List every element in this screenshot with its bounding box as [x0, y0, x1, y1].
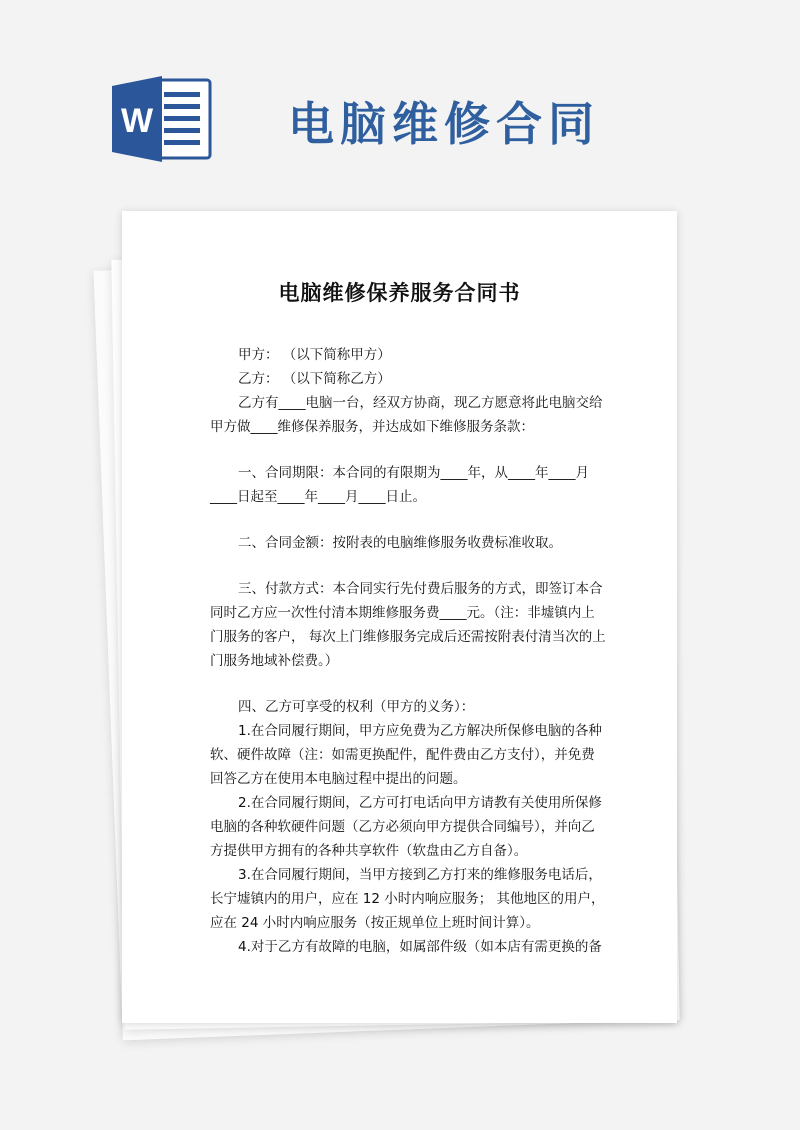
- blank-line: [238, 673, 638, 695]
- header: [0, 0, 800, 200]
- clause-3-line: 门服务地域补偿费。）: [210, 653, 339, 669]
- header-title: 电脑维修合同: [288, 97, 600, 151]
- clause-4-item-line: 电脑的各种软硬件问题（乙方必须向甲方提供合同编号），并向乙: [210, 819, 595, 835]
- party-b-line: 乙方： （以下简称乙方）: [238, 371, 391, 387]
- clause-3-line: 同时乙方应一次性付清本期维修服务费____元。（注：非墟镇内上: [210, 605, 595, 621]
- clause-4-item-line: 回答乙方在使用本电脑过程中提出的问题。: [210, 771, 467, 787]
- clause-1-line: 一、合同期限：本合同的有限期为____年，从____年____月: [238, 465, 589, 481]
- clause-4-heading: 四、乙方可享受的权利（甲方的义务）：: [238, 699, 475, 715]
- blank-line: [238, 509, 638, 531]
- clause-4-item-line: 方提供甲方拥有的各种共享软件（软盘由乙方自备）。: [210, 843, 528, 859]
- clause-4-item-line: 4.对于乙方有故障的电脑，如属部件级（如本店有需更换的备: [238, 939, 602, 955]
- clause-3-line: 三、付款方式：本合同实行先付费后服务的方式，即签订本合: [238, 581, 603, 597]
- blank-line: [238, 439, 638, 461]
- paragraph-line: 乙方有____电脑一台，经双方协商，现乙方愿意将此电脑交给: [238, 395, 603, 411]
- paragraph-line: 甲方做____维修保养服务，并达成如下维修服务条款：: [210, 419, 534, 435]
- clause-4-item-line: 长宁墟镇内的用户，应在 12 小时内响应服务； 其他地区的用户，: [210, 891, 605, 907]
- clause-4-item-line: 1.在合同履行期间，甲方应免费为乙方解决所保修电脑的各种: [238, 723, 602, 739]
- word-icon: [112, 76, 212, 162]
- clause-4-item-line: 3.在合同履行期间，当甲方接到乙方打来的维修服务电话后，: [238, 867, 602, 883]
- party-a-line: 甲方： （以下简称甲方）: [238, 347, 391, 363]
- clause-4-item-line: 应在 24 小时内响应服务（按正规单位上班时间计算）。: [210, 915, 540, 931]
- clause-4-item-line: 2.在合同履行期间，乙方可打电话向甲方请教有关使用所保修: [238, 795, 602, 811]
- document-page: [122, 211, 677, 1023]
- blank-line: [238, 555, 638, 577]
- clause-1-line: ____日起至____年____月____日止。: [210, 489, 426, 505]
- document-body: [210, 343, 638, 959]
- document-title: 电脑维修保养服务合同书: [278, 281, 521, 305]
- clause-2-line: 二、合同金额：按附表的电脑维修服务收费标准收取。: [238, 535, 562, 551]
- svg-text:W: W: [120, 102, 154, 140]
- clause-4-item-line: 软、硬件故障（注：如需更换配件，配件费由乙方支付），并免费: [210, 747, 595, 763]
- clause-3-line: 门服务的客户， 每次上门维修服务完成后还需按附表付清当次的上: [210, 629, 606, 645]
